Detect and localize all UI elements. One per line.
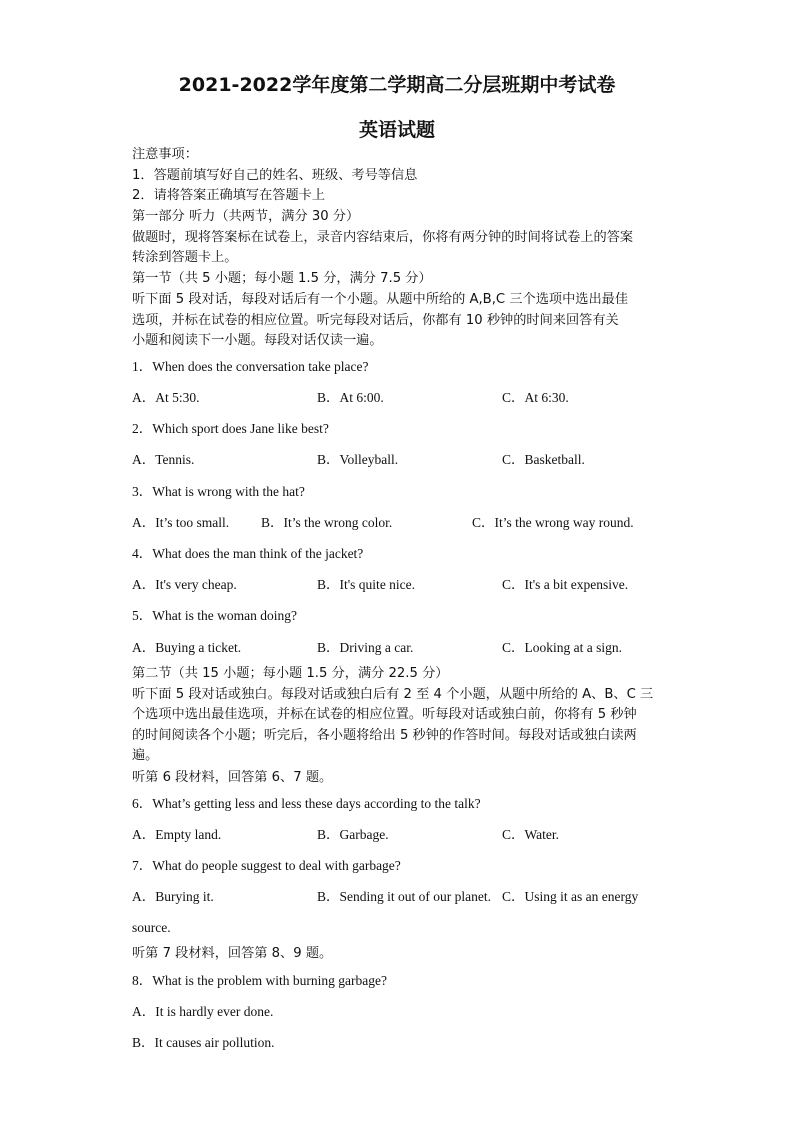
q6-option-c[interactable]: C．Water. bbox=[502, 827, 560, 842]
q5-option-a[interactable]: A．Buying a ticket. bbox=[132, 640, 242, 655]
q1-option-c[interactable]: C．At 6:30. bbox=[502, 390, 569, 405]
section2-instruction-line2: 个选项中选出最佳选项，并标在试卷的相应位置。听每段对话或独白前，你将有 5 秒钟 bbox=[132, 707, 637, 722]
question-5: 5．What is the woman doing? bbox=[132, 608, 297, 623]
section2-instruction-line3: 的时间阅读各个小题；听完后，各小题将给出 5 秒钟的作答时间。每段对话或独白读两 bbox=[132, 728, 637, 743]
question-4: 4．What does the man think of the jacket? bbox=[132, 546, 364, 561]
q7-option-c[interactable]: C．Using it as an energy bbox=[502, 889, 639, 904]
q6-option-b[interactable]: B．Garbage. bbox=[317, 827, 389, 842]
question-8: 8．What is the problem with burning garbage? bbox=[132, 973, 387, 988]
question-3: 3．What is wrong with the hat? bbox=[132, 484, 305, 499]
section1-instruction-line2: 选项，并标在试卷的相应位置。听完每段对话后，你都有 10 秒钟的时间来回答有关 bbox=[132, 313, 619, 328]
question-2: 2．Which sport does Jane like best? bbox=[132, 421, 329, 436]
question-7: 7．What do people suggest to deal with garbage? bbox=[132, 858, 401, 873]
q1-option-a[interactable]: A．At 5:30. bbox=[132, 390, 200, 405]
q3-option-a[interactable]: A．It’s too small. bbox=[132, 515, 230, 530]
q5-option-c[interactable]: C．Looking at a sign. bbox=[502, 640, 622, 655]
q7-option-b[interactable]: B．Sending it out of our planet. bbox=[317, 889, 491, 904]
q3-option-b[interactable]: B．It’s the wrong color. bbox=[261, 515, 393, 530]
q6-option-a[interactable]: A．Empty land. bbox=[132, 827, 222, 842]
part1-instruction-line2: 转涂到答题卡上。 bbox=[132, 250, 238, 265]
q2-option-a[interactable]: A．Tennis. bbox=[132, 452, 195, 467]
section1-instruction-line1: 听下面 5 段对话，每段对话后有一个小题。从题中所给的 A,B,C 三个选项中选出最佳 bbox=[132, 292, 629, 307]
section2-instruction-line1: 听下面 5 段对话或独白。每段对话或独白后有 2 至 4 个小题，从题中所给的 A、B、C 三 bbox=[132, 687, 654, 702]
notes-heading: 注意事项： bbox=[132, 147, 198, 162]
q7-option-c-continuation: source. bbox=[132, 920, 171, 935]
q2-option-b[interactable]: B．Volleyball. bbox=[317, 452, 399, 467]
question-1: 1．When does the conversation take place? bbox=[132, 359, 369, 374]
q2-option-c[interactable]: C．Basketball. bbox=[502, 452, 585, 467]
q8-option-a[interactable]: A．It is hardly ever done. bbox=[132, 1004, 274, 1019]
section2-instruction-line4: 遍。 bbox=[132, 748, 159, 763]
section2-heading: 第二节（共 15 小题；每小题 1.5 分，满分 22.5 分） bbox=[132, 666, 449, 681]
section1-heading: 第一节（共 5 小题；每小题 1.5 分，满分 7.5 分） bbox=[132, 271, 432, 286]
notes-item-2: 2．请将答案正确填写在答题卡上 bbox=[132, 188, 326, 203]
exam-subtitle: 英语试题 bbox=[358, 119, 435, 141]
q8-option-b[interactable]: B．It causes air pollution. bbox=[132, 1035, 275, 1050]
q7-option-a[interactable]: A．Burying it. bbox=[132, 889, 214, 904]
q5-option-b[interactable]: B．Driving a car. bbox=[317, 640, 414, 655]
exam-title: 2021-2022学年度第二学期高二分层班期中考试卷 bbox=[178, 74, 616, 96]
part1-heading: 第一部分 听力（共两节，满分 30 分） bbox=[132, 209, 360, 224]
notes-item-1: 1．答题前填写好自己的姓名、班级、考号等信息 bbox=[132, 168, 418, 183]
q4-option-b[interactable]: B．It's quite nice. bbox=[317, 577, 416, 592]
part1-instruction-line1: 做题时，现将答案标在试卷上，录音内容结束后，你将有两分钟的时间将试卷上的答案 bbox=[132, 230, 634, 245]
material-6-heading: 听第 6 段材料，回答第 6、7 题。 bbox=[132, 770, 333, 785]
section1-instruction-line3: 小题和阅读下一小题。每段对话仅读一遍。 bbox=[132, 333, 383, 348]
material-7-heading: 听第 7 段材料，回答第 8、9 题。 bbox=[132, 946, 333, 961]
q4-option-c[interactable]: C．It's a bit expensive. bbox=[502, 577, 629, 592]
q4-option-a[interactable]: A．It's very cheap. bbox=[132, 577, 237, 592]
q1-option-b[interactable]: B．At 6:00. bbox=[317, 390, 384, 405]
q3-option-c[interactable]: C．It’s the wrong way round. bbox=[472, 515, 634, 530]
question-6: 6．What’s getting less and less these days according to the talk? bbox=[132, 796, 481, 811]
